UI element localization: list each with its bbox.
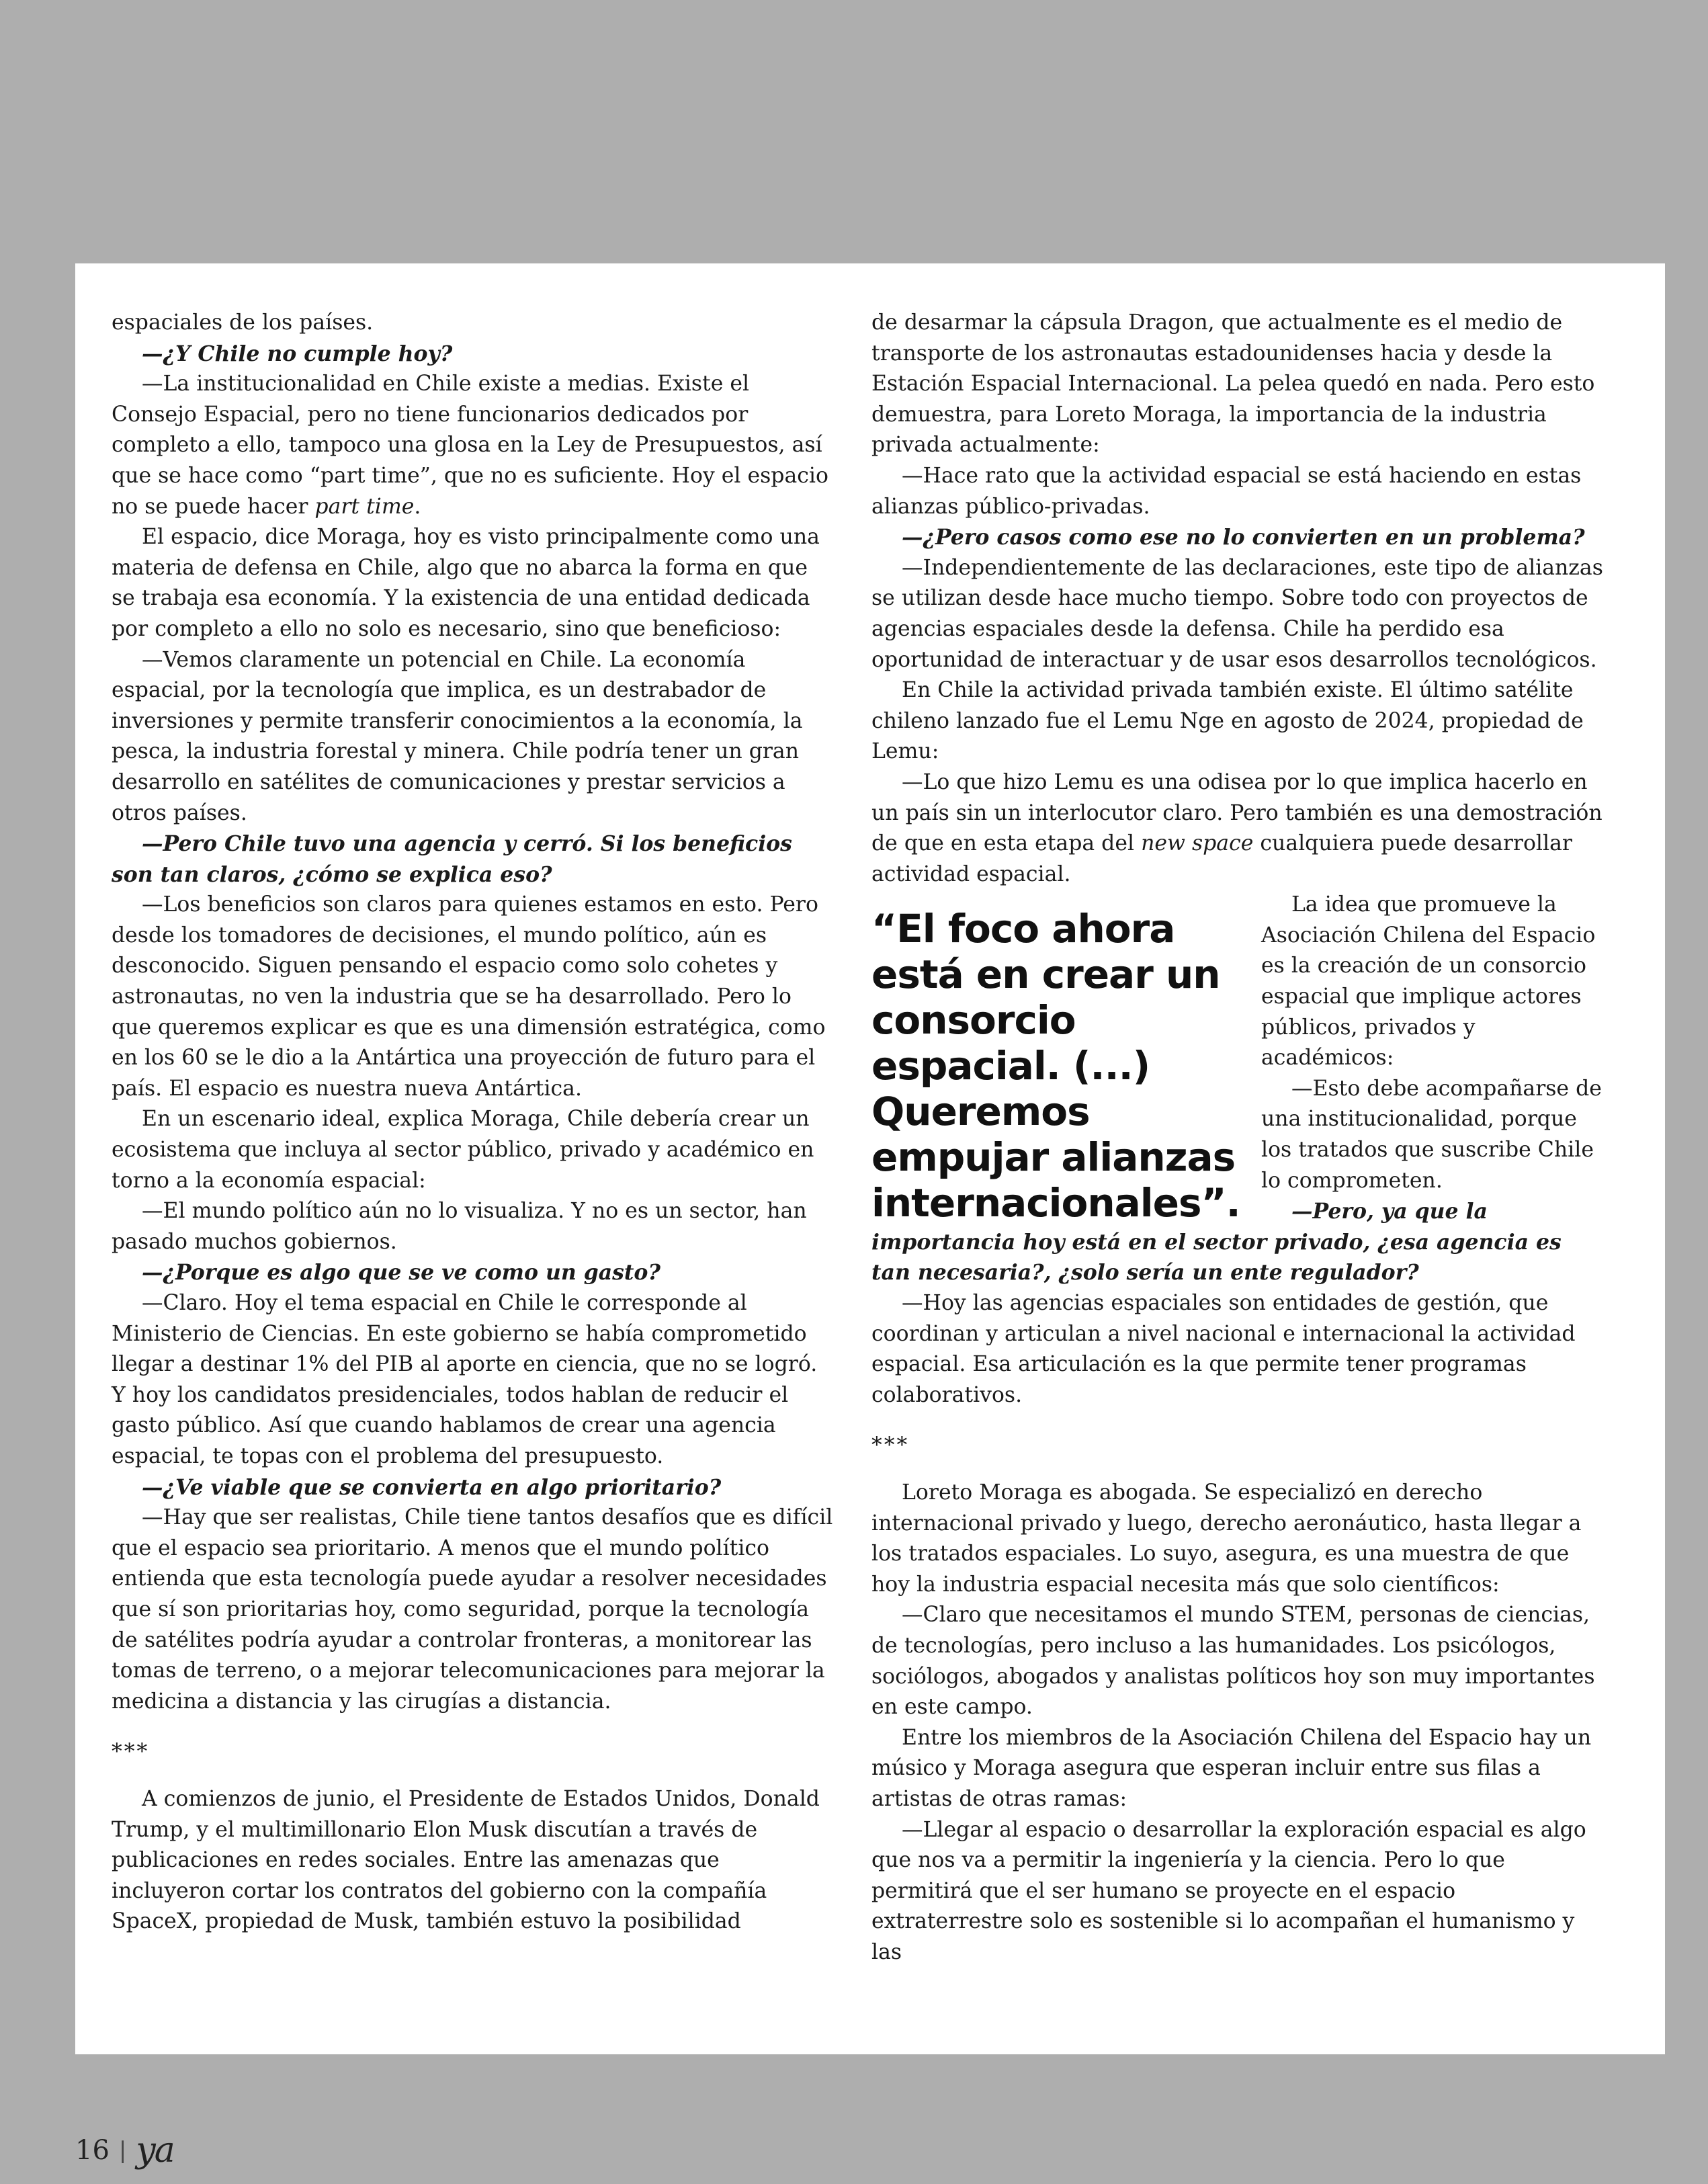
body-paragraph: —Los beneficios son claros para quienes estamos en esto. Pero desde los tomadores de decisiones, el mundo político, aún es desconocido. Siguen pensando el espacio como solo cohetes y astronautas, no ven la industria que se ha desarrollado. Pero lo que queremos explicar es que es una dimensión estratégica, como en los 60 se le dio a la Antártica una proyección de futuro para el país. El espacio es nuestra nueva Antártica. xyxy=(112,892,826,1101)
right-column xyxy=(871,308,1604,1968)
right-column-top xyxy=(871,308,1604,890)
section-break: *** xyxy=(871,1433,910,1458)
body-paragraph: —Hoy las agencias espaciales son entidades de gestión, que coordinan y articulan a nivel nacional e internacional la actividad espacial. Esa articulación es la que permite tener programas colaborativos. xyxy=(871,1291,1576,1407)
body-paragraph xyxy=(871,767,1604,890)
body-paragraph: La idea que promueve la Asociación Chilena del Espacio es la creación de un consorcio espacial que implique actores públicos, privados y académicos: xyxy=(1261,892,1596,1070)
body-paragraph: —Hay que ser realistas, Chile tiene tantos desafíos que es difícil que el espacio sea prioritario. A menos que el mundo político entienda que esta tecnología puede ayudar a resolver necesidades que sí son prioritarias hoy, como seguridad, porque la tecnología de satélites podría ayudar a controlar fronteras, a monitorear las tomas de terreno, o a mejorar telecomunicaciones para mejorar la medicina a distancia y las cirugías a distancia. xyxy=(112,1505,833,1714)
body-paragraph: El espacio, dice Moraga, hoy es visto principalmente como una materia de defensa en Chile, algo que no abarca la forma en que se trabaja esa economía. Y la existencia de una entidad dedicada por completo a ello no solo es necesario, sino que beneficioso: xyxy=(112,525,820,641)
body-paragraph: En Chile la actividad privada también existe. El último satélite chileno lanzado fue el Lemu Nge en agosto de 2024, propiedad de Lemu: xyxy=(871,678,1584,764)
italic-phrase: new space xyxy=(1141,831,1254,856)
interview-question: —Pero Chile tuvo una agencia y cerró. Si los beneficios son tan claros, ¿cómo se explica eso? xyxy=(112,831,792,887)
paragraph-text: —La institucionalidad en Chile existe a medias. Existe el Consejo Espacial, pero no tiene funcionarios dedicados por completo a ello, tampoco una glosa en la Ley de Presupuestos, así que se hace como “part time”, que no es suficiente. Hoy el espacio no se puede hacer xyxy=(112,372,828,519)
page-sheet xyxy=(75,263,1665,2054)
body-paragraph: de desarmar la cápsula Dragon, que actualmente es el medio de transporte de los astronautas estadounidenses hacia y desde la Estación Espacial Internacional. La pelea quedó en nada. Pero esto demuestra, para Loreto Moraga, la importancia de la industria privada actualmente: xyxy=(871,310,1595,458)
page-number: 16 xyxy=(75,2135,110,2166)
section-break: *** xyxy=(112,1740,150,1765)
right-column-bottom xyxy=(871,1196,1604,1968)
body-paragraph: —El mundo político aún no lo visualiza. Y no es un sector, han pasado muchos gobiernos. xyxy=(112,1199,807,1254)
interview-question: —Pero, ya que la importancia hoy está en el sector privado, ¿esa agencia es tan necesaria?, ¿solo sería un ente regulador? xyxy=(871,1199,1562,1286)
body-paragraph: En un escenario ideal, explica Moraga, Chile debería crear un ecosistema que incluya al sector público, privado y académico en torno a la economía espacial: xyxy=(112,1107,814,1193)
interview-question: —¿Ve viable que se convierta en algo prioritario? xyxy=(142,1474,722,1500)
body-paragraph xyxy=(112,369,837,522)
pull-quote: “El foco ahora está en crear un consorcio espacial. (...) Queremos empujar alianzas internacionales”. xyxy=(871,906,1240,1226)
left-column xyxy=(112,308,837,1937)
body-paragraph: —Independientemente de las declaraciones, este tipo de alianzas se utilizan desde hace mucho tiempo. Sobre todo con proyectos de agencias espaciales desde la defensa. Chile ha perdido esa oportunidad de interactuar y de usar esos desarrollos tecnológicos. xyxy=(871,555,1603,672)
folio xyxy=(75,2130,174,2171)
magazine-logo: ya xyxy=(136,2130,174,2171)
interview-question: —¿Y Chile no cumple hoy? xyxy=(142,341,453,366)
body-paragraph: —Claro. Hoy el tema espacial en Chile le corresponde al Ministerio de Ciencias. En este gobierno se había comprometido llegar a destinar 1% del PIB al aporte en ciencia, que no se logró. Y hoy los candidatos presidenciales, todos hablan de reducir el gasto público. Así que cuando hablamos de crear una agencia espacial, te topas con el problema del presupuesto. xyxy=(112,1291,818,1468)
body-paragraph: Entre los miembros de la Asociación Chilena del Espacio hay un músico y Moraga asegura que esperan incluir entre sus filas a artistas de otras ramas: xyxy=(871,1725,1592,1811)
interview-question: —¿Pero casos como ese no lo convierten en un problema? xyxy=(902,525,1585,550)
body-paragraph: —Llegar al espacio o desarrollar la exploración espacial es algo que nos va a permitir la ingeniería y la ciencia. Pero lo que permitirá que el ser humano se proyecte en el espacio extraterrestre solo es sostenible si lo acompañan el humanismo y las xyxy=(871,1817,1586,1964)
body-paragraph: —Hace rato que la actividad espacial se está haciendo en estas alianzas público-privadas. xyxy=(871,463,1582,519)
body-paragraph: espaciales de los países. xyxy=(112,310,374,335)
paragraph-text: cualquiera puede desarrollar actividad espacial. xyxy=(871,831,1572,886)
paragraph-text: —Lo que hizo Lemu es una odisea por lo que implica hacerlo en un país sin un interlocutor claro. Pero también es una demostración de que en esta etapa del xyxy=(871,769,1603,856)
body-paragraph: Loreto Moraga es abogada. Se especializó en derecho internacional privado y luego, derecho aeronáutico, hasta llegar a los tratados espaciales. Lo suyo, asegura, es una muestra de que hoy la industria espacial necesita más que solo científicos: xyxy=(871,1480,1582,1597)
body-paragraph: —Claro que necesitamos el mundo STEM, personas de ciencias, de tecnologías, pero incluso a las humanidades. Los psicólogos, sociólogos, abogados y analistas políticos hoy son muy importantes en este campo. xyxy=(871,1603,1595,1720)
body-paragraph: —Vemos claramente un potencial en Chile. La economía espacial, por la tecnología que implica, es un destrabador de inversiones y permite transferir conocimientos a la economía, la pesca, la industria forestal y minera. Chile podría tener un gran desarrollo en satélites de comunicaciones y prestar servicios a otros países. xyxy=(112,647,803,825)
body-paragraph: —Esto debe acompañarse de una institucionalidad, porque los tratados que suscribe Chile lo comprometen. xyxy=(1261,1076,1602,1193)
italic-phrase: part time xyxy=(314,494,415,519)
interview-question: —¿Porque es algo que se ve como un gasto? xyxy=(142,1260,660,1286)
body-paragraph: A comienzos de junio, el Presidente de Estados Unidos, Donald Trump, y el multimillonario Elon Musk discutían a través de publicaciones en redes sociales. Entre las amenazas que incluyeron cortar los contratos del gobierno con la compañía SpaceX, propiedad de Musk, también estuvo la posibilidad xyxy=(112,1786,820,1934)
paragraph-text: . xyxy=(414,494,421,519)
folio-separator: | xyxy=(118,2137,127,2164)
